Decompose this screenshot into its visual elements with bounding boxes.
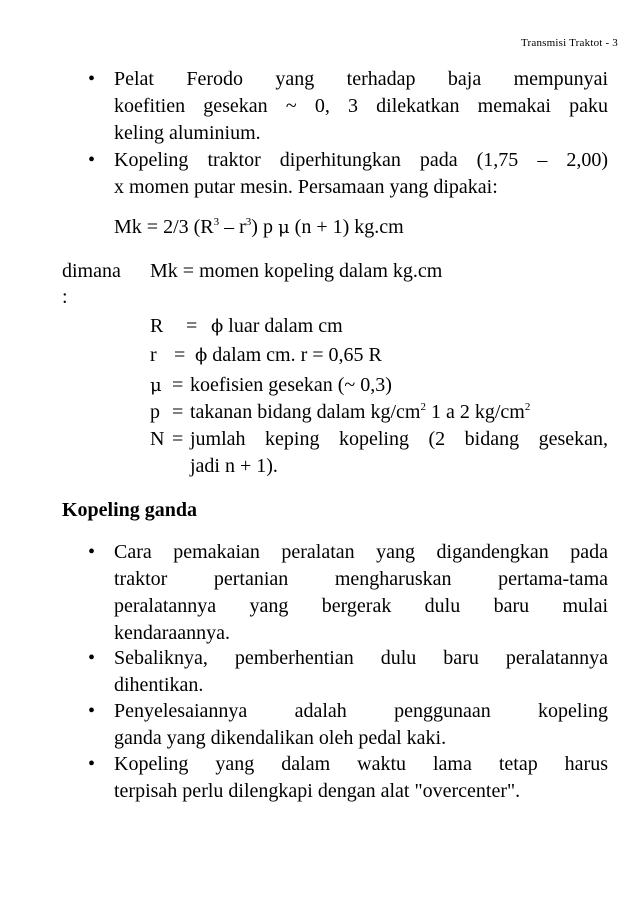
def-mk: Mk = momen kopeling dalam kg.cm <box>150 260 443 282</box>
phi-symbol: ϕ <box>211 316 224 337</box>
bullet-4-line-2: dihentikan. <box>114 674 204 696</box>
def-p-eq: = <box>172 401 184 423</box>
def-r-small-eq: = <box>174 344 186 366</box>
bullet-icon: • <box>88 700 96 722</box>
def-r-small-symbol: r <box>150 344 157 366</box>
def-p-text: takanan bidang dalam $kg/cm^2$ 1 a 2 $kg/cm^2$ <box>190 401 531 423</box>
def-n-eq: = <box>172 428 184 450</box>
phi-symbol: ϕ <box>195 345 208 366</box>
formula <box>114 214 404 241</box>
mu-symbol: μ <box>150 375 162 396</box>
bullet-icon: • <box>88 68 96 90</box>
bullet-3-line-2: traktor pertanian mengharuskan pertama-tama <box>114 568 608 590</box>
formula-part1: Mk = 2/3 (R <box>114 216 214 238</box>
formula-exp2: 3 <box>245 216 252 228</box>
def-n-symbol: N <box>150 428 165 450</box>
formula-part2: – r <box>219 216 246 238</box>
def-r-big-eq: = <box>186 315 198 337</box>
bullet-5-line-2: ganda yang dikendalikan oleh pedal kaki. <box>114 727 447 749</box>
def-n-line-2: jadi n + 1). <box>190 455 278 477</box>
formula-part3: ) p <box>251 216 278 238</box>
mu-symbol: μ <box>277 217 290 238</box>
def-n-line-1: jumlah keping kopeling (2 bidang gesekan, <box>190 428 608 450</box>
bullet-1-line-1: Pelat Ferodo yang terhadap baja mempunyai <box>114 68 608 90</box>
bullet-2-line-2: x momen putar mesin. Persamaan yang dipakai: <box>114 176 498 198</box>
formula-exp1: 3 <box>213 216 220 228</box>
bullet-3-line-1: Cara pemakaian peralatan yang digandengkan pada <box>114 541 608 563</box>
section-heading: Kopeling ganda <box>62 499 198 521</box>
bullet-icon: • <box>88 753 96 775</box>
bullet-1-line-2: koefitien gesekan ~ 0, 3 dilekatkan memakai paku <box>114 95 608 117</box>
page-header: Transmisi Traktot - 3 <box>520 37 618 49</box>
bullet-1-line-3: keling aluminium. <box>114 122 261 144</box>
def-r-big-text: ϕ luar dalam cm <box>211 315 343 337</box>
bullet-4-line-1: Sebaliknya, pemberhentian dulu baru peralatannya <box>114 647 608 669</box>
bullet-3-line-3: peralatannya yang bergerak dulu baru mulai <box>114 595 608 617</box>
formula-part4: (n + 1) kg.cm <box>289 216 404 238</box>
bullet-2-line-1: Kopeling traktor diperhitungkan pada (1,75 – 2,00) <box>114 149 608 171</box>
dimana-label: dimana <box>62 260 121 282</box>
bullet-3-line-4: kendaraannya. <box>114 622 231 644</box>
bullet-6-line-1: Kopeling yang dalam waktu lama tetap harus <box>114 753 608 775</box>
def-r-big-symbol: R <box>150 315 164 337</box>
bullet-icon: • <box>88 149 96 171</box>
def-mu-eq: = <box>172 374 184 396</box>
def-mu-text: koefisien gesekan (~ 0,3) <box>190 374 392 396</box>
bullet-5-line-1: Penyelesaiannya adalah penggunaan kopeling <box>114 700 608 722</box>
def-p-symbol: p <box>150 401 160 423</box>
bullet-6-line-2: terpisah perlu dilengkapi dengan alat "overcenter". <box>114 780 521 802</box>
def-r-small-text: ϕ dalam cm. r = 0,65 R <box>195 344 382 366</box>
dimana-colon: : <box>62 286 68 308</box>
bullet-icon: • <box>88 647 96 669</box>
bullet-icon: • <box>88 541 96 563</box>
